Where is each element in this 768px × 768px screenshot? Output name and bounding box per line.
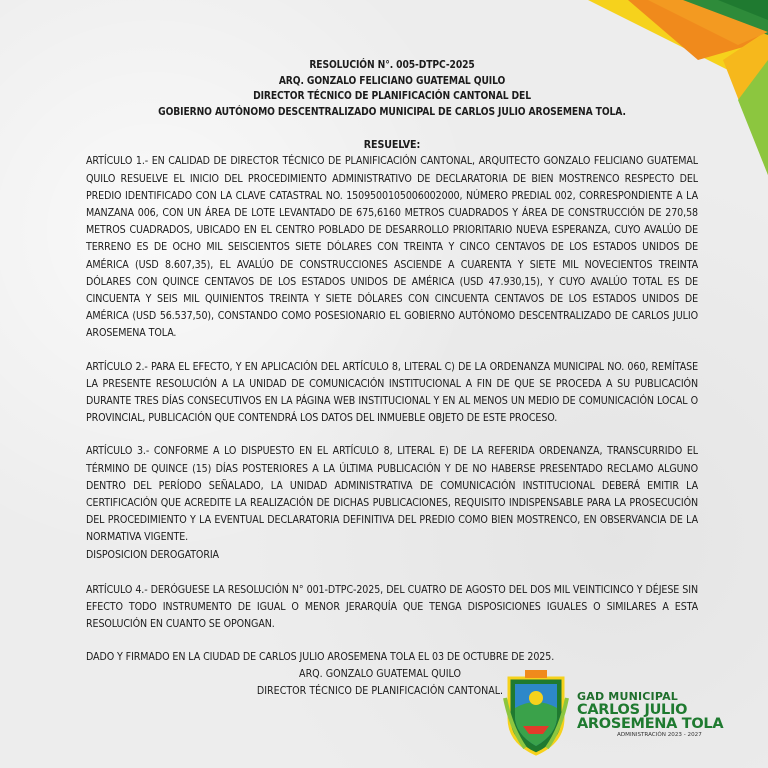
- article-2: ARTÍCULO 2.- PARA EL EFECTO, Y EN APLICACIÓN DEL ARTÍCULO 8, LITERAL C) DE LA ORDENANZA MUNICIPAL NO. 060, REMÍTASE LA PRESENTE RESOLUCIÓN A LA UNIDAD DE COMUNICACIÓN INSTITUCIONAL A FIN DE QUE SE PROCEDA A SU PUBLICACIÓN DURANTE TRES DÍAS CONSECUTIVOS EN LA PÁGINA WEB INSTITUCIONAL Y EN AL MENOS UN MEDIO DE COMUNICACIÓN LOCAL O PROVINCIAL, PUBLICACIÓN QUE CONTENDRÁ LOS DATOS DEL INMUEBLE OBJETO DE ESTE PROCESO.: [86, 360, 698, 425]
- director-name: ARQ. GONZALO FELICIANO GUATEMAL QUILO: [278, 75, 506, 87]
- signature-block: [250, 666, 510, 700]
- brand-line-2: CARLOS JULIO: [577, 702, 688, 718]
- brand-line-4: ADMINISTRACIÓN 2023 - 2027: [617, 732, 702, 738]
- document-header: [86, 58, 698, 120]
- coat-of-arms-icon: [503, 668, 569, 756]
- resolution-document: [86, 58, 698, 683]
- article-3: ARTÍCULO 3.- CONFORME A LO DISPUESTO EN EL ARTÍCULO 8, LITERAL E) DE LA REFERIDA ORDENANZA, TRANSCURRIDO EL TÉRMINO DE QUINCE (15) DÍAS POSTERIORES A LA ÚLTIMA PUBLICACIÓN Y DE NO HABERSE PRESENTADO RECLAMO ALGUNO DENTRO DEL PERÍODO SEÑALADO, LA UNIDAD ADMINISTRATIVA DE COMUNICACIÓN INSTITUCIONAL DEBERÁ EMITIR LA CERTIFICACIÓN QUE ACREDITE LA REALIZACIÓN DE DICHAS PUBLICACIONES, REQUISITO INDISPENSABLE PARA LA PROSECUCIÓN DEL PROCEDIMIENTO Y LA EVENTUAL DECLARATORIA DEFINITIVA DEL PREDIO COMO BIEN MOSTRENCO, EN OBSERVANCIA DE LA NORMATIVA VIGENTE.: [86, 445, 698, 544]
- director-title: DIRECTOR TÉCNICO DE PLANIFICACIÓN CANTONAL DEL: [253, 91, 531, 103]
- brand-line-3: AROSEMENA TOLA: [577, 716, 724, 732]
- signer-title: DIRECTOR TÉCNICO DE PLANIFICACIÓN CANTONAL.: [256, 685, 504, 697]
- resolution-number: RESOLUCIÓN N°. 005-DTPC-2025: [309, 60, 475, 71]
- institution-name: GOBIERNO AUTÓNOMO DESCENTRALIZADO MUNICIPAL DE CARLOS JULIO AROSEMENA TOLA.: [158, 106, 626, 118]
- brand-line-1: GAD MUNICIPAL: [577, 690, 679, 703]
- municipal-logo: [503, 668, 743, 758]
- article-1: ARTÍCULO 1.- EN CALIDAD DE DIRECTOR TÉCNICO DE PLANIFICACIÓN CANTONAL, ARQUITECTO GONZALO FELICIANO GUATEMAL QUILO RESUELVE EL INICIO DEL PROCEDIMIENTO ADMINISTRATIVO DE DECLARATORIA DE BIEN MOSTRENCO RESPECTO DEL PREDIO IDENTIFICADO CON LA CLAVE CATASTRAL NO. 150950010500600200​0, NÚMERO PREDIAL 002, CORRESPONDIENTE A LA MANZANA 006, CON UN ÁREA DE LOTE LEVANTADO DE 675,6160 METROS CUADRADOS Y ÁREA DE CONSTRUCCIÓN DE 270,58 METROS CUADRADOS, UBICADO EN EL CENTRO POBLADO DE DESARROLLO PRIORITARIO NUEVA ESPERANZA, CUYO AVALÚO DE TERRENO ES DE OCHO MIL SEISCIENTOS SIETE DÓLARES CON TREINTA Y CINCO CENTAVOS DE LOS ESTADOS UNIDOS DE AMÉRICA (USD 8.607,35), EL AVALÚO DE CONSTRUCCIONES ASCIENDE A CUARENTA Y SIETE MIL NOVECIENTOS TREINTA DÓLARES CON QUINCE CENTAVOS DE LOS ESTADOS UNIDOS DE AMÉRICA (USD 47.930,15), Y CUYO AVALÚO TOTAL ES DE CINCUENTA Y SEIS MIL QUINIENTOS TREINTA Y SIETE DÓLARES CON CINCUENTA CENTAVOS DE LOS ESTADOS UNIDOS DE AMÉRICA (USD 56.537,50), CONSTANDO COMO POSESIONARIO EL GOBIERNO AUTÓNOMO DESCENTRALIZADO DE CARLOS JULIO AROSEMENA TOLA.: [86, 155, 698, 340]
- article-4: ARTÍCULO 4.- DERÓGUESE LA RESOLUCIÓN N° 001-DTPC-2025, DEL CUATRO DE AGOSTO DEL DOS MIL VEINTICINCO Y DÉJESE SIN EFECTO TODO INSTRUMENTO DE IGUAL O MENOR JERARQUÍA QUE TENGA DISPOSICIONES IGUALES O SIMILARES A ESTA RESOLUCIÓN EN CUANTO SE OPONGAN.: [86, 583, 698, 631]
- signing-date: DADO Y FIRMADO EN LA CIUDAD DE CARLOS JULIO AROSEMENA TOLA EL 03 DE OCTUBRE DE 2025.: [86, 651, 555, 664]
- resuelve-heading: RESUELVE:: [363, 139, 421, 152]
- disposicion-derogatoria: DISPOSICION DEROGATORIA: [86, 548, 219, 561]
- brand-text: [577, 690, 743, 740]
- signer-name: ARQ. GONZALO GUATEMAL QUILO: [299, 668, 461, 680]
